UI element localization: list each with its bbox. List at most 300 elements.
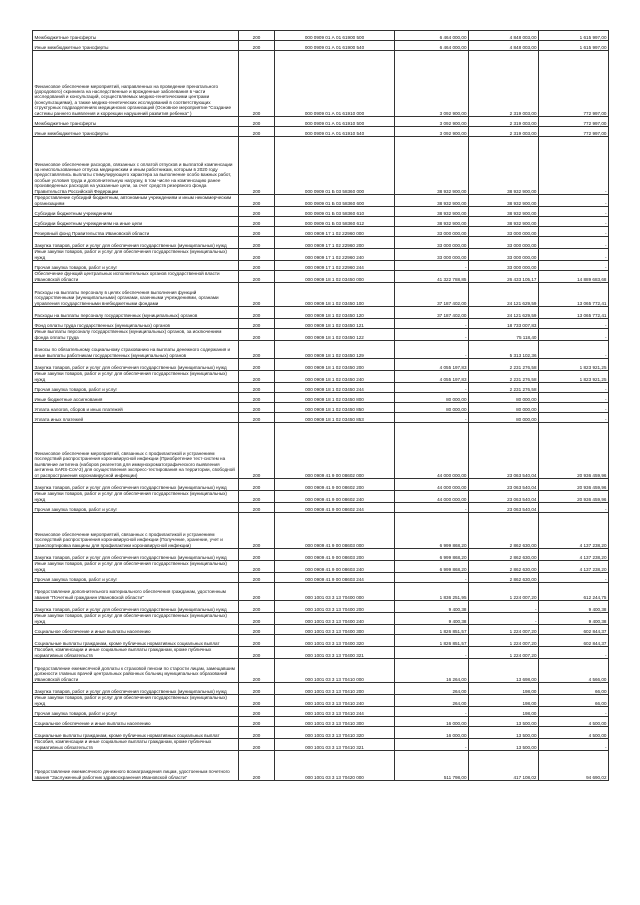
row-classification-cell: 000 0909 41 9 00 08602 000: [275, 423, 395, 479]
row-approved-cell: 33 000 000,00: [395, 227, 469, 237]
row-classification-cell: 000 1001 03 3 13 70420 000: [275, 751, 395, 781]
row-name-cell: Предоставление ежемесячной доплаты к страховой пенсии по старости лицам, замещавшим должности главных врачей центральных районных больниц муниципальных образований Ивановской области: [33, 659, 239, 683]
row-classification-cell: 000 0909 18 1 02 03450 120: [275, 307, 395, 319]
row-executed-cell: 80 000,00: [469, 403, 539, 413]
row-executed-cell: 198,00: [469, 707, 539, 717]
row-unexecuted-cell: -: [539, 227, 609, 237]
row-executed-cell: 2 862 630,00: [469, 513, 539, 549]
row-unexecuted-cell: -: [539, 249, 609, 261]
row-approved-cell: -: [395, 319, 469, 329]
row-executed-cell: 1 224 007,20: [469, 625, 539, 635]
table-row: [33, 261, 609, 271]
row-name-cell: Субсидии бюджетным учреждениям на иные цели: [33, 217, 239, 227]
row-approved-cell: 6 464 000,00: [395, 31, 469, 41]
table-row: [33, 503, 609, 513]
table-row: [33, 423, 609, 479]
row-unexecuted-cell: -: [539, 403, 609, 413]
row-code-cell: 200: [239, 739, 275, 751]
row-executed-cell: 2 319 003,00: [469, 117, 539, 127]
table-row: [33, 217, 609, 227]
row-name-cell: Закупка товаров, работ и услуг для обеспечения государственных (муниципальных) нужд: [33, 359, 239, 371]
row-executed-cell: 33 000 000,00: [469, 227, 539, 237]
row-unexecuted-cell: -: [539, 383, 609, 393]
row-executed-cell: 38 932 900,00: [469, 207, 539, 217]
row-unexecuted-cell: 4 500,00: [539, 727, 609, 739]
row-code-cell: 200: [239, 383, 275, 393]
row-approved-cell: 16 000,00: [395, 717, 469, 727]
row-unexecuted-cell: 20 936 459,96: [539, 479, 609, 491]
row-classification-cell: 000 0909 41 9 00 08603 240: [275, 561, 395, 573]
row-name-cell: Иные закупки товаров, работ и услуг для обеспечения государственных (муниципальных) нужд: [33, 613, 239, 625]
row-executed-cell: 13 698,00: [469, 659, 539, 683]
table-row: [33, 647, 609, 659]
row-unexecuted-cell: -: [539, 329, 609, 341]
row-name-cell: Межбюджетные трансферты: [33, 117, 239, 127]
row-approved-cell: 6 464 000,00: [395, 41, 469, 51]
row-code-cell: 200: [239, 573, 275, 583]
row-approved-cell: 37 187 402,00: [395, 283, 469, 307]
row-code-cell: 200: [239, 261, 275, 271]
row-executed-cell: 33 000 000,00: [469, 261, 539, 271]
table-row: [33, 137, 609, 195]
row-approved-cell: 4 055 197,83: [395, 359, 469, 371]
row-unexecuted-cell: 772 997,00: [539, 51, 609, 117]
row-name-cell: Финансовое обеспечение мероприятий, связанных с профилактикой и устранением последствий распространения коронавирусной инфекции (Приобретение тест-систем на выявление антигена (наборов реагентов для иммунохроматографического выявления антигена SARS-CoV-2) для осуществления экспресс-тестирования на территории, свободной от распространения коронавирусной инфекции): [33, 423, 239, 479]
row-unexecuted-cell: -: [539, 217, 609, 227]
row-name-cell: Закупка товаров, работ и услуг для обеспечения государственных (муниципальных) нужд: [33, 237, 239, 249]
row-unexecuted-cell: -: [539, 319, 609, 329]
table-body: [33, 31, 609, 781]
row-executed-cell: 23 063 540,04: [469, 491, 539, 503]
table-row: [33, 695, 609, 707]
row-code-cell: 200: [239, 707, 275, 717]
table-row: [33, 707, 609, 717]
row-approved-cell: 44 000 000,00: [395, 423, 469, 479]
row-classification-cell: 000 1001 03 3 13 70410 240: [275, 695, 395, 707]
row-name-cell: Прочая закупка товаров, работ и услуг: [33, 383, 239, 393]
row-classification-cell: 000 1001 03 3 13 70410 000: [275, 659, 395, 683]
row-unexecuted-cell: -: [539, 341, 609, 359]
row-unexecuted-cell: 4 137 238,20: [539, 561, 609, 573]
row-executed-cell: 23 063 540,04: [469, 503, 539, 513]
row-executed-cell: 2 862 630,00: [469, 561, 539, 573]
row-classification-cell: 000 1001 03 3 13 70400 240: [275, 613, 395, 625]
row-code-cell: 200: [239, 423, 275, 479]
row-name-cell: Прочая закупка товаров, работ и услуг: [33, 573, 239, 583]
row-name-cell: Закупка товаров, работ и услуг для обеспечения государственных (муниципальных) нужд: [33, 601, 239, 613]
table-row: [33, 683, 609, 695]
row-code-cell: 200: [239, 683, 275, 695]
row-unexecuted-cell: 772 997,00: [539, 117, 609, 127]
row-classification-cell: 000 0909 18 1 02 03450 122: [275, 329, 395, 341]
row-classification-cell: 000 0909 41 9 00 08603 244: [275, 573, 395, 583]
row-executed-cell: 2 319 003,00: [469, 127, 539, 137]
row-name-cell: Иные закупки товаров, работ и услуг для обеспечения государственных (муниципальных) нужд: [33, 695, 239, 707]
row-classification-cell: 000 1001 03 3 13 70400 320: [275, 635, 395, 647]
row-name-cell: Расходы на выплаты персоналу государственных (муниципальных) органов: [33, 307, 239, 319]
row-code-cell: 200: [239, 727, 275, 739]
table-row: [33, 625, 609, 635]
row-code-cell: 200: [239, 359, 275, 371]
row-unexecuted-cell: 4 137 238,20: [539, 549, 609, 561]
table-row: [33, 341, 609, 359]
row-unexecuted-cell: 1 615 997,00: [539, 41, 609, 51]
row-executed-cell: 18 733 007,83: [469, 319, 539, 329]
row-approved-cell: 511 798,00: [395, 751, 469, 781]
table-row: [33, 601, 609, 613]
row-executed-cell: 33 000 000,00: [469, 249, 539, 261]
row-code-cell: 200: [239, 647, 275, 659]
row-name-cell: Прочая закупка товаров, работ и услуг: [33, 261, 239, 271]
row-approved-cell: -: [395, 573, 469, 583]
row-code-cell: 200: [239, 601, 275, 613]
row-unexecuted-cell: 13 065 772,41: [539, 283, 609, 307]
row-classification-cell: 000 0909 41 9 00 08602 244: [275, 503, 395, 513]
row-classification-cell: 000 0909 17 1 02 22960 240: [275, 249, 395, 261]
row-approved-cell: 38 932 900,00: [395, 207, 469, 217]
row-executed-cell: 2 319 003,00: [469, 51, 539, 117]
row-unexecuted-cell: 602 844,37: [539, 625, 609, 635]
row-code-cell: 200: [239, 237, 275, 249]
row-classification-cell: 000 1001 03 3 13 70400 321: [275, 647, 395, 659]
row-name-cell: Пособия, компенсации и иные социальные выплаты гражданам, кроме публичных нормативных обязательств: [33, 739, 239, 751]
row-executed-cell: 417 108,02: [469, 751, 539, 781]
table-row: [33, 319, 609, 329]
row-classification-cell: 000 0909 18 1 02 03450 121: [275, 319, 395, 329]
row-name-cell: Иные закупки товаров, работ и услуг для обеспечения государственных (муниципальных) нужд: [33, 371, 239, 383]
row-name-cell: Предоставление ежемесячного денежного вознаграждения лицам, удостоенным почетного звания "Заслуженный работник здравоохранения Ивановской области": [33, 751, 239, 781]
row-executed-cell: 26 433 105,17: [469, 271, 539, 283]
row-classification-cell: 000 0909 17 1 02 22960 244: [275, 261, 395, 271]
row-unexecuted-cell: 4 137 238,20: [539, 513, 609, 549]
row-classification-cell: 000 0909 18 1 02 03450 850: [275, 403, 395, 413]
row-unexecuted-cell: -: [539, 137, 609, 195]
table-row: [33, 237, 609, 249]
row-approved-cell: -: [395, 413, 469, 423]
row-executed-cell: -: [469, 601, 539, 613]
table-row: [33, 613, 609, 625]
row-name-cell: Субсидии бюджетным учреждениям: [33, 207, 239, 217]
table-row: [33, 329, 609, 341]
table-row: [33, 751, 609, 781]
row-unexecuted-cell: -: [539, 195, 609, 207]
row-executed-cell: 75 118,40: [469, 329, 539, 341]
row-code-cell: 200: [239, 371, 275, 383]
row-code-cell: 200: [239, 31, 275, 41]
row-approved-cell: 1 826 851,57: [395, 625, 469, 635]
row-executed-cell: 13 500,00: [469, 739, 539, 751]
row-approved-cell: 80 000,00: [395, 393, 469, 403]
row-executed-cell: 13 500,00: [469, 727, 539, 739]
table-row: [33, 127, 609, 137]
row-code-cell: 200: [239, 329, 275, 341]
table-row: [33, 479, 609, 491]
row-code-cell: 200: [239, 283, 275, 307]
row-code-cell: 200: [239, 341, 275, 359]
row-classification-cell: 000 0909 18 1 02 03450 200: [275, 359, 395, 371]
table-row: [33, 271, 609, 283]
row-classification-cell: 000 0909 17 1 02 22960 000: [275, 227, 395, 237]
table-row: [33, 549, 609, 561]
table-row: [33, 227, 609, 237]
row-approved-cell: 6 999 868,20: [395, 561, 469, 573]
row-code-cell: 200: [239, 635, 275, 647]
row-code-cell: 200: [239, 491, 275, 503]
row-executed-cell: 2 862 630,00: [469, 549, 539, 561]
row-unexecuted-cell: -: [539, 739, 609, 751]
row-approved-cell: 33 000 000,00: [395, 237, 469, 249]
row-name-cell: Межбюджетные трансферты: [33, 31, 239, 41]
row-unexecuted-cell: 66,00: [539, 695, 609, 707]
row-executed-cell: 33 000 000,00: [469, 237, 539, 249]
table-row: [33, 561, 609, 573]
row-executed-cell: 2 862 630,00: [469, 573, 539, 583]
row-approved-cell: 9 400,38: [395, 601, 469, 613]
row-approved-cell: 1 826 851,57: [395, 635, 469, 647]
row-classification-cell: 000 0909 18 1 02 03450 000: [275, 271, 395, 283]
table-row: [33, 383, 609, 393]
table-row: [33, 739, 609, 751]
row-executed-cell: 38 932 900,00: [469, 137, 539, 195]
row-classification-cell: 000 0909 18 1 02 03450 100: [275, 283, 395, 307]
row-classification-cell: 000 0909 18 1 02 03450 244: [275, 383, 395, 393]
row-unexecuted-cell: 1 823 921,25: [539, 371, 609, 383]
row-executed-cell: 24 121 629,59: [469, 307, 539, 319]
row-executed-cell: 5 313 102,36: [469, 341, 539, 359]
table-row: [33, 307, 609, 319]
row-approved-cell: 6 999 868,20: [395, 513, 469, 549]
table-row: [33, 207, 609, 217]
row-classification-cell: 000 0909 41 9 00 08602 240: [275, 491, 395, 503]
row-executed-cell: 4 848 003,00: [469, 31, 539, 41]
row-classification-cell: 000 0909 18 1 02 03450 853: [275, 413, 395, 423]
row-approved-cell: -: [395, 647, 469, 659]
row-unexecuted-cell: -: [539, 237, 609, 249]
table-row: [33, 117, 609, 127]
row-code-cell: 200: [239, 513, 275, 549]
table-row: [33, 583, 609, 601]
row-code-cell: 200: [239, 561, 275, 573]
row-code-cell: 200: [239, 413, 275, 423]
row-name-cell: Прочая закупка товаров, работ и услуг: [33, 707, 239, 717]
row-unexecuted-cell: 20 936 459,96: [539, 423, 609, 479]
table-row: [33, 31, 609, 41]
row-executed-cell: 198,00: [469, 683, 539, 695]
table-row: [33, 51, 609, 117]
row-name-cell: Закупка товаров, работ и услуг для обеспечения государственных (муниципальных) нужд: [33, 549, 239, 561]
row-name-cell: Иные закупки товаров, работ и услуг для обеспечения государственных (муниципальных) нужд: [33, 249, 239, 261]
row-approved-cell: 16 264,00: [395, 659, 469, 683]
row-approved-cell: 3 092 900,00: [395, 51, 469, 117]
row-name-cell: Социальное обеспечение и иные выплаты населению: [33, 717, 239, 727]
row-unexecuted-cell: 14 889 683,68: [539, 271, 609, 283]
row-executed-cell: 23 063 540,04: [469, 479, 539, 491]
row-classification-cell: 000 0909 41 9 00 08603 200: [275, 549, 395, 561]
row-unexecuted-cell: -: [539, 261, 609, 271]
row-unexecuted-cell: 9 400,38: [539, 613, 609, 625]
row-unexecuted-cell: -: [539, 707, 609, 717]
row-unexecuted-cell: 4 500,00: [539, 717, 609, 727]
row-name-cell: Финансовое обеспечение мероприятий, связанных с профилактикой и устранением последствий распространения коронавирусной инфекции (Получение, хранение, учет и транспортировка вакцины для профилактики коронавирусной инфекции): [33, 513, 239, 549]
row-executed-cell: 80 000,00: [469, 413, 539, 423]
row-unexecuted-cell: -: [539, 393, 609, 403]
row-approved-cell: -: [395, 383, 469, 393]
row-code-cell: 200: [239, 51, 275, 117]
row-approved-cell: -: [395, 341, 469, 359]
row-unexecuted-cell: 4 566,00: [539, 659, 609, 683]
row-classification-cell: 000 0909 41 9 00 08602 200: [275, 479, 395, 491]
row-unexecuted-cell: 94 690,02: [539, 751, 609, 781]
row-name-cell: Иные межбюджетные трансферты: [33, 41, 239, 51]
row-executed-cell: 1 224 007,20: [469, 647, 539, 659]
row-code-cell: 200: [239, 659, 275, 683]
row-name-cell: Пособия, компенсации и иные социальные выплаты гражданам, кроме публичных нормативных обязательств: [33, 647, 239, 659]
table-row: [33, 659, 609, 683]
row-code-cell: 200: [239, 207, 275, 217]
table-row: [33, 573, 609, 583]
row-executed-cell: -: [469, 613, 539, 625]
row-unexecuted-cell: 602 844,37: [539, 635, 609, 647]
row-unexecuted-cell: 772 997,00: [539, 127, 609, 137]
row-code-cell: 200: [239, 717, 275, 727]
row-name-cell: Расходы на выплаты персоналу в целях обеспечения выполнения функций государственными (муниципальными) органами, казенными учреждениями, органами управления государственными внебюджетными фондами: [33, 283, 239, 307]
row-code-cell: 200: [239, 217, 275, 227]
row-approved-cell: -: [395, 329, 469, 341]
row-code-cell: 200: [239, 751, 275, 781]
row-unexecuted-cell: 1 615 997,00: [539, 31, 609, 41]
row-code-cell: 200: [239, 503, 275, 513]
row-approved-cell: 264,00: [395, 683, 469, 695]
table-row: [33, 41, 609, 51]
row-code-cell: 200: [239, 227, 275, 237]
row-code-cell: 200: [239, 403, 275, 413]
row-code-cell: 200: [239, 319, 275, 329]
row-classification-cell: 000 0909 01 А 01 61910 500: [275, 117, 395, 127]
table-row: [33, 635, 609, 647]
row-name-cell: Предоставление субсидий бюджетным, автономным учреждениям и иным некоммерческим организациям: [33, 195, 239, 207]
row-executed-cell: 2 231 276,58: [469, 383, 539, 393]
row-code-cell: 200: [239, 117, 275, 127]
row-approved-cell: 6 999 868,20: [395, 549, 469, 561]
table-row: [33, 403, 609, 413]
row-approved-cell: 1 836 251,95: [395, 583, 469, 601]
row-executed-cell: 80 000,00: [469, 393, 539, 403]
row-classification-cell: 000 1001 03 3 13 70400 000: [275, 583, 395, 601]
row-classification-cell: 000 0909 18 1 02 03450 240: [275, 371, 395, 383]
row-unexecuted-cell: -: [539, 413, 609, 423]
row-executed-cell: 2 231 276,58: [469, 359, 539, 371]
table-row: [33, 393, 609, 403]
row-code-cell: 200: [239, 695, 275, 707]
row-classification-cell: 000 0909 41 9 00 08603 000: [275, 513, 395, 549]
table-row: [33, 717, 609, 727]
row-classification-cell: 000 1001 03 3 13 70400 200: [275, 601, 395, 613]
row-name-cell: Социальное обеспечение и иные выплаты населению: [33, 625, 239, 635]
row-name-cell: Фонд оплаты труда государственных (муниципальных) органов: [33, 319, 239, 329]
row-code-cell: 200: [239, 549, 275, 561]
row-approved-cell: 16 000,00: [395, 727, 469, 739]
row-name-cell: Социальные выплаты гражданам, кроме публичных нормативных социальных выплат: [33, 727, 239, 739]
row-approved-cell: 44 000 000,00: [395, 479, 469, 491]
table-row: [33, 359, 609, 371]
row-classification-cell: 000 0909 01 Б 03 58360 600: [275, 195, 395, 207]
row-name-cell: Прочая закупка товаров, работ и услуг: [33, 503, 239, 513]
row-code-cell: 200: [239, 137, 275, 195]
row-approved-cell: -: [395, 503, 469, 513]
row-name-cell: Предоставление дополнительного материального обеспечения гражданам, удостоенным звания "Почетный гражданин Ивановской области": [33, 583, 239, 601]
row-approved-cell: 3 092 900,00: [395, 127, 469, 137]
row-classification-cell: 000 1001 03 3 13 70410 320: [275, 727, 395, 739]
row-executed-cell: 23 063 540,04: [469, 423, 539, 479]
row-executed-cell: 4 848 003,00: [469, 41, 539, 51]
row-name-cell: Закупка товаров, работ и услуг для обеспечения государственных (муниципальных) нужд: [33, 479, 239, 491]
row-approved-cell: 33 000 000,00: [395, 249, 469, 261]
row-unexecuted-cell: 1 823 921,25: [539, 359, 609, 371]
row-name-cell: Иные закупки товаров, работ и услуг для обеспечения государственных (муниципальных) нужд: [33, 491, 239, 503]
row-name-cell: Резервный фонд Правительства Ивановской области: [33, 227, 239, 237]
row-executed-cell: 1 224 007,20: [469, 583, 539, 601]
row-name-cell: Закупка товаров, работ и услуг для обеспечения государственных (муниципальных) нужд: [33, 683, 239, 695]
row-classification-cell: 000 1001 03 3 13 70410 200: [275, 683, 395, 695]
row-approved-cell: 4 055 197,83: [395, 371, 469, 383]
row-approved-cell: 3 092 900,00: [395, 117, 469, 127]
row-unexecuted-cell: -: [539, 207, 609, 217]
row-unexecuted-cell: -: [539, 647, 609, 659]
row-classification-cell: 000 0909 18 1 02 03450 129: [275, 341, 395, 359]
row-classification-cell: 000 1001 03 3 13 70410 321: [275, 739, 395, 751]
row-name-cell: Иные межбюджетные трансферты: [33, 127, 239, 137]
row-unexecuted-cell: 13 065 772,41: [539, 307, 609, 319]
row-code-cell: 200: [239, 249, 275, 261]
row-code-cell: 200: [239, 479, 275, 491]
row-approved-cell: 38 932 900,00: [395, 217, 469, 227]
row-approved-cell: 9 400,38: [395, 613, 469, 625]
row-unexecuted-cell: 66,00: [539, 683, 609, 695]
row-classification-cell: 000 1001 03 3 13 70410 300: [275, 717, 395, 727]
row-classification-cell: 000 1001 03 3 13 70410 244: [275, 707, 395, 717]
row-unexecuted-cell: 9 400,38: [539, 601, 609, 613]
row-classification-cell: 000 0909 01 Б 03 58360 000: [275, 137, 395, 195]
row-classification-cell: 000 0909 01 А 01 61910 000: [275, 51, 395, 117]
table-row: [33, 283, 609, 307]
row-name-cell: Уплата иных платежей: [33, 413, 239, 423]
row-executed-cell: 1 224 007,20: [469, 635, 539, 647]
row-approved-cell: 38 932 900,00: [395, 137, 469, 195]
row-approved-cell: 37 187 402,00: [395, 307, 469, 319]
row-approved-cell: -: [395, 739, 469, 751]
table-row: [33, 249, 609, 261]
row-name-cell: Взносы по обязательному социальному страхованию на выплаты денежного содержания и иные выплаты работникам государственных (муниципальных) органов: [33, 341, 239, 359]
row-name-cell: Обеспечение функций центральных исполнительных органов государственной власти Ивановской области: [33, 271, 239, 283]
row-executed-cell: 198,00: [469, 695, 539, 707]
table-row: [33, 413, 609, 423]
row-code-cell: 200: [239, 41, 275, 51]
row-classification-cell: 000 0909 01 А 01 61900 540: [275, 41, 395, 51]
row-executed-cell: 2 231 276,58: [469, 371, 539, 383]
table-row: [33, 727, 609, 739]
row-code-cell: 200: [239, 393, 275, 403]
row-approved-cell: -: [395, 261, 469, 271]
row-unexecuted-cell: -: [539, 573, 609, 583]
row-approved-cell: -: [395, 707, 469, 717]
table-row: [33, 195, 609, 207]
row-name-cell: Иные бюджетные ассигнования: [33, 393, 239, 403]
row-classification-cell: 000 1001 03 3 13 70400 300: [275, 625, 395, 635]
row-name-cell: Финансовое обеспечение расходов, связанных с оплатой отпусков и выплатой компенсации за неиспользованные отпуска медицинским и иным работникам, которым в 2020 году предоставлялись выплаты стимулирующего характера за выполнение особо важных работ, особые условия труда и дополнительную нагрузку, в том числе на компенсацию ранее произведенных расходов на указанные цели, за счет средств резервного фонда Правительства Российской Федерации: [33, 137, 239, 195]
row-executed-cell: 38 932 900,00: [469, 217, 539, 227]
row-code-cell: 200: [239, 127, 275, 137]
row-code-cell: 200: [239, 625, 275, 635]
